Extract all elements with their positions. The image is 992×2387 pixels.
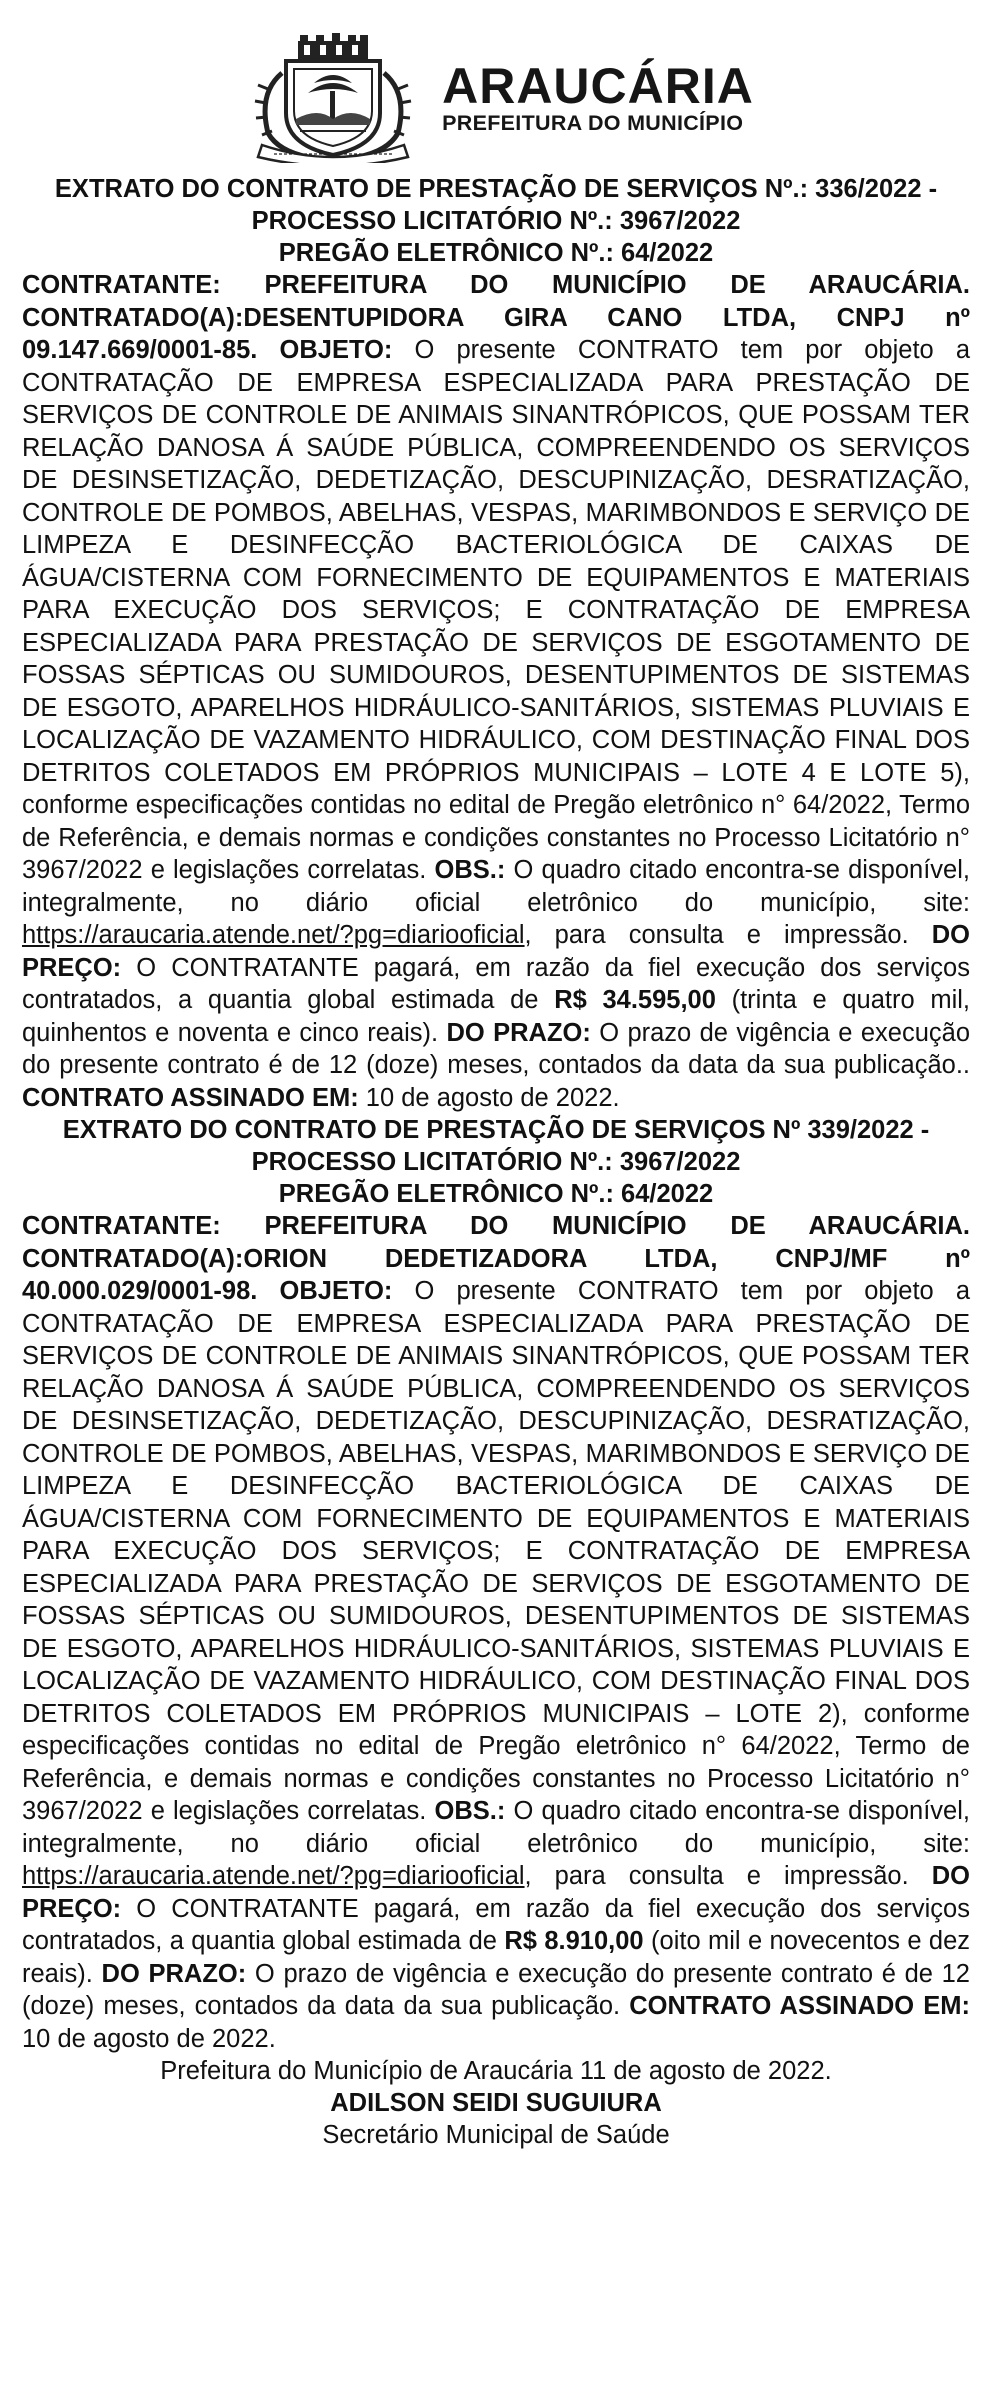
preco-extenso: (oito mil e novecentos e dez reais). <box>22 1927 970 1988</box>
place-date: Prefeitura do Município de Araucária 11 de agosto de 2022. <box>160 2057 832 2085</box>
preco-valor: R$ 8.910,00 <box>504 1927 644 1955</box>
extract-pregao: PREGÃO ELETRÔNICO Nº.: 64/2022 <box>278 239 714 267</box>
preco-valor: R$ 34.595,00 <box>554 986 716 1014</box>
extract-body <box>22 1210 970 2055</box>
preco-extenso: (trinta e quatro mil, quinhentos e noventa e cinco reais). <box>22 986 970 1047</box>
signer-role: Secretário Municipal de Saúde <box>322 2121 670 2149</box>
objeto-text: O presente CONTRATO tem por objeto a CONTRATAÇÃO DE EMPRESA ESPECIALIZADA PARA PRESTAÇÃO DE SERVIÇOS DE CONTROLE DE ANIMAIS SINANTRÓPICOS, QUE POSSAM TER RELAÇÃO DANOSA Á SAÚDE PÚBLICA, COMPREENDENDO OS SERVIÇOS DE DESINSETIZAÇÃO, DEDETIZAÇÃO, DESCUPINIZAÇÃO, DESRATIZAÇÃO, CONTROLE DE POMBOS, ABELHAS, VESPAS, MARIMBONDOS E SERVIÇO DE LIMPEZA E DESINFECÇÃO BACTERIOLÓGICA DE CAIXAS DE ÁGUA/CISTERNA COM FORNECIMENTO DE EQUIPAMENTOS E MATERIAIS PARA EXECUÇÃO DOS SERVIÇOS; E CONTRATAÇÃO DE EMPRESA ESPECIALIZADA PARA PRESTAÇÃO DE SERVIÇOS DE ESGOTAMENTO DE FOSSAS SÉPTICAS OU SUMIDOUROS, DESENTUPIMENTOS DE SISTEMAS DE ESGOTO, APARELHOS HIDRÁULICO-SANITÁRIOS, SISTEMAS PLUVIAIS E LOCALIZAÇÃO DE VAZAMENTO HIDRÁULICO, COM DESTINAÇÃO FINAL DOS DETRITOS COLETADOS EM PRÓPRIOS MUNICIPAIS – LOTE 2), conforme especificações contidas no edital de Pregão eletrônico n° 64/2022, Termo de Referência, e demais normas e condições constantes no Processo Licitatório n° 3967/2022 e legislações correlatas. <box>22 1277 971 1825</box>
contract-extract-2 <box>22 1114 970 2055</box>
objeto-text: O presente CONTRATO tem por objeto a CONTRATAÇÃO DE EMPRESA ESPECIALIZADA PARA PRESTAÇÃO DE SERVIÇOS DE CONTROLE DE ANIMAIS SINANTRÓPICOS, QUE POSSAM TER RELAÇÃO DANOSA Á SAÚDE PÚBLICA, COMPREENDENDO OS SERVIÇOS DE DESINSETIZAÇÃO, DEDETIZAÇÃO, DESCUPINIZAÇÃO, DESRATIZAÇÃO, CONTROLE DE POMBOS, ABELHAS, VESPAS, MARIMBONDOS E SERVIÇO DE LIMPEZA E DESINFECÇÃO BACTERIOLÓGICA DE CAIXAS DE ÁGUA/CISTERNA COM FORNECIMENTO DE EQUIPAMENTOS E MATERIAIS PARA EXECUÇÃO DOS SERVIÇOS; E CONTRATAÇÃO DE EMPRESA ESPECIALIZADA PARA PRESTAÇÃO DE SERVIÇOS DE ESGOTAMENTO DE FOSSAS SÉPTICAS OU SUMIDOUROS, DESENTUPIMENTOS DE SISTEMAS DE ESGOTO, APARELHOS HIDRÁULICO-SANITÁRIOS, SISTEMAS PLUVIAIS E LOCALIZAÇÃO DE VAZAMENTO HIDRÁULICO, COM DESTINAÇÃO FINAL DOS DETRITOS COLETADOS EM PRÓPRIOS MUNICIPAIS – LOTE 4 E LOTE 5), conforme especificações contidas no edital de Pregão eletrônico n° 64/2022, Termo de Referência, e demais normas e condições constantes no Processo Licitatório n° 3967/2022 e legislações correlatas. <box>22 336 971 884</box>
obs-text: O quadro citado encontra-se disponível, integralmente, no diário oficial eletrônico do município, site: <box>22 1797 970 1858</box>
preco-label: DO PREÇO: <box>22 1862 970 1923</box>
assinado-data: 10 de agosto de 2022. <box>365 1083 620 1112</box>
obs-label: OBS.: <box>434 856 506 884</box>
diario-oficial-link[interactable]: https://araucaria.atende.net/?pg=diariooficial <box>22 921 525 949</box>
contract-extract-1 <box>22 173 970 1114</box>
assinado-label: CONTRATO ASSINADO EM: <box>629 1992 970 2020</box>
obs-label: OBS.: <box>434 1797 506 1825</box>
obs-tail: , para consulta e impressão. <box>524 1862 909 1890</box>
brand-name: ARAUCÁRIA <box>442 57 754 114</box>
prazo-label: DO PRAZO: <box>446 1018 591 1047</box>
letterhead <box>22 30 970 165</box>
extract-body <box>22 269 970 1114</box>
objeto-label: OBJETO: <box>279 336 393 364</box>
preco-label: DO PREÇO: <box>22 921 970 982</box>
brand-block <box>442 57 754 135</box>
contratado: CONTRATADO(A):DESENTUPIDORA GIRA CANO LTDA, CNPJ nº 09.147.669/0001-85. <box>22 303 970 364</box>
contratado: CONTRATADO(A):ORION DEDETIZADORA LTDA, CNPJ/MF nº 40.000.029/0001-98. <box>22 1244 970 1305</box>
contratante: CONTRATANTE: PREFEITURA DO MUNICÍPIO DE ARAUCÁRIA. <box>22 271 970 299</box>
closing-block <box>22 2055 970 2151</box>
objeto-label: OBJETO: <box>279 1277 393 1305</box>
brand-subtitle: PREFEITURA DO MUNICÍPIO <box>442 110 744 135</box>
signer-name: ADILSON SEIDI SUGUIURA <box>330 2089 662 2117</box>
extract-title: EXTRATO DO CONTRATO DE PRESTAÇÃO DE SERVIÇOS Nº.: 336/2022 - PROCESSO LICITATÓRIO Nº.: 3967/2022 <box>54 175 938 235</box>
coat-of-arms-icon <box>238 33 428 163</box>
obs-text: O quadro citado encontra-se disponível, integralmente, no diário oficial eletrônico do município, site: <box>22 856 970 917</box>
extract-pregao: PREGÃO ELETRÔNICO Nº.: 64/2022 <box>278 1180 714 1208</box>
diario-oficial-link[interactable]: https://araucaria.atende.net/?pg=diariooficial <box>22 1862 525 1890</box>
obs-tail: , para consulta e impressão. <box>524 921 909 949</box>
assinado-label: CONTRATO ASSINADO EM: <box>22 1083 359 1112</box>
contratante: CONTRATANTE: PREFEITURA DO MUNICÍPIO DE ARAUCÁRIA. <box>22 1212 970 1240</box>
preco-text: O CONTRATANTE pagará, em razão da fiel execução dos serviços contratados, a quantia global estimada de <box>22 953 970 1014</box>
prazo-text: O prazo de vigência e execução do presente contrato é de 12 (doze) meses, contados da data da sua publicação.. <box>22 1018 970 1079</box>
extract-title: EXTRATO DO CONTRATO DE PRESTAÇÃO DE SERVIÇOS Nº 339/2022 - PROCESSO LICITATÓRIO Nº.: 3967/2022 <box>62 1116 930 1176</box>
preco-text: O CONTRATANTE pagará, em razão da fiel execução dos serviços contratados, a quantia global estimada de <box>22 1894 970 1955</box>
prazo-text: O prazo de vigência e execução do presente contrato é de 12 (doze) meses, contados da data da sua publicação. <box>22 1959 970 2020</box>
assinado-data: 10 de agosto de 2022. <box>22 2024 276 2053</box>
prazo-label: DO PRAZO: <box>101 1959 247 1988</box>
